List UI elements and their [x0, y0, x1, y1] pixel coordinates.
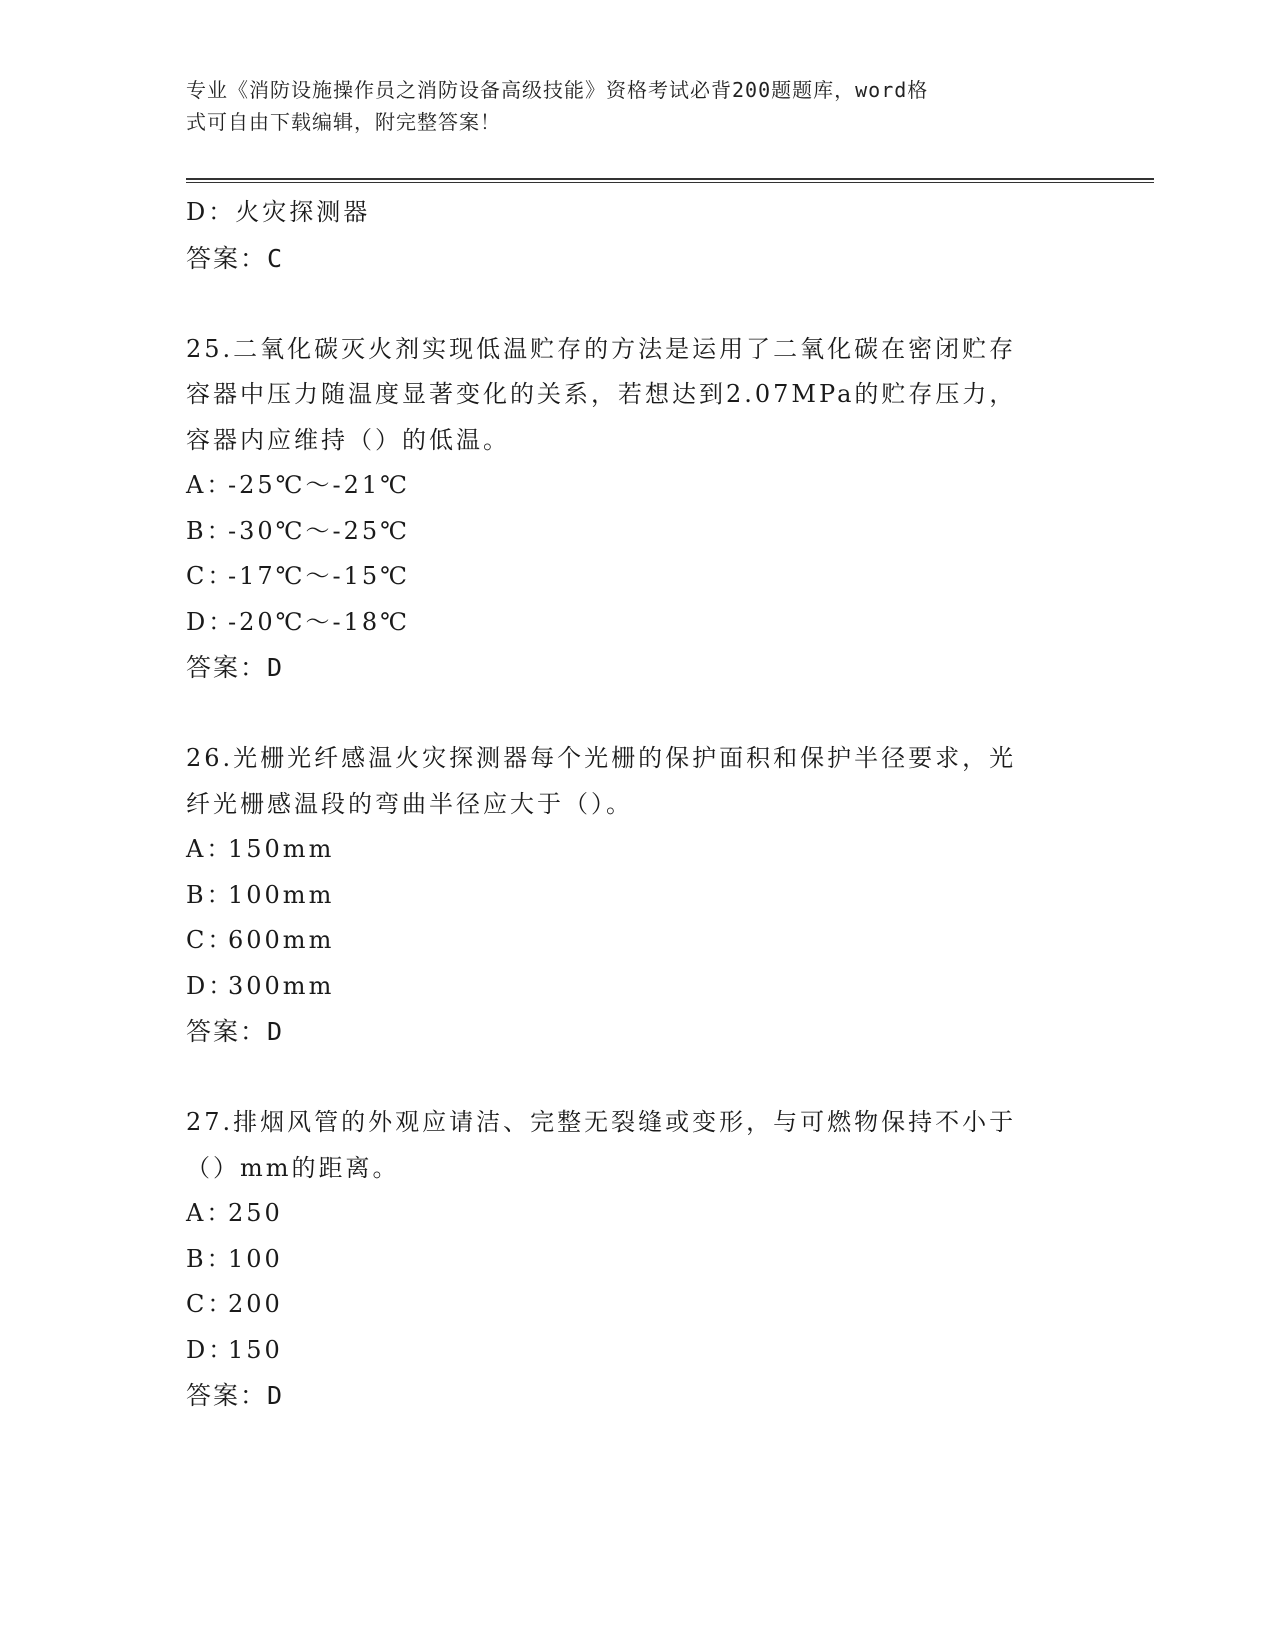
- question-stem-line: 26.光栅光纤感温火灾探测器每个光栅的保护面积和保护半径要求，光: [186, 744, 1017, 772]
- option-text: 100: [228, 1244, 283, 1273]
- option-key: A：: [186, 1199, 234, 1227]
- option-key: C：: [186, 1290, 235, 1318]
- option-text: -25℃～-21℃: [228, 471, 410, 499]
- option-key: C：: [186, 562, 235, 590]
- question-stem-line: 25.二氧化碳灭火剂实现低温贮存的方法是运用了二氧化碳在密闭贮存: [186, 334, 1017, 363]
- question-27: [186, 1100, 1086, 1419]
- header-line-1: 专业《消防设施操作员之消防设备高级技能》资格考试必背200题题库，word格: [186, 78, 929, 102]
- page-header: [186, 74, 1076, 138]
- option-key: A：: [186, 835, 234, 863]
- option-text: 100mm: [228, 880, 335, 909]
- option-c: [186, 554, 1086, 600]
- option-d: [186, 1328, 1086, 1374]
- answer-line: 答案：D: [186, 1381, 285, 1410]
- option-key: C：: [186, 926, 235, 954]
- previous-question-tail: [186, 190, 1086, 281]
- question-stem-line: （）mm的距离。: [186, 1153, 400, 1182]
- answer-line: 答案：D: [186, 653, 285, 682]
- option-text: 300mm: [228, 971, 335, 1000]
- option-key: D：: [186, 607, 236, 636]
- question-stem-line: 27.排烟风管的外观应请洁、完整无裂缝或变形，与可燃物保持不小于: [186, 1108, 1017, 1136]
- option-text: 150mm: [228, 835, 335, 863]
- option-text: 200: [228, 1290, 283, 1318]
- option-b: [186, 509, 1086, 555]
- option-text: 150: [228, 1335, 283, 1364]
- option-b: [186, 1237, 1086, 1283]
- option-b: [186, 873, 1086, 919]
- option-text: 600mm: [228, 926, 335, 954]
- option-d: [186, 964, 1086, 1010]
- option-a: [186, 463, 1086, 509]
- header-divider: [186, 178, 1154, 183]
- option-key: B：: [186, 880, 234, 909]
- option-a: [186, 1191, 1086, 1237]
- question-stem-line: 容器内应维持（）的低温。: [186, 425, 510, 454]
- option-d: D：火灾探测器: [186, 198, 371, 226]
- option-key: A：: [186, 471, 234, 499]
- option-c: [186, 918, 1086, 964]
- answer-line: 答案：C: [186, 243, 285, 273]
- option-text: -17℃～-15℃: [228, 562, 410, 590]
- option-key: D：: [186, 1335, 236, 1364]
- option-key: B：: [186, 516, 234, 545]
- question-content: [186, 190, 1086, 1419]
- header-line-2: 式可自由下载编辑，附完整答案！: [186, 110, 501, 134]
- spacer: [186, 691, 1086, 737]
- option-key: D：: [186, 971, 236, 1000]
- answer-line: 答案：D: [186, 1017, 285, 1046]
- option-a: [186, 827, 1086, 873]
- option-d: [186, 600, 1086, 646]
- option-key: B：: [186, 1244, 234, 1273]
- question-stem-line: 纤光栅感温段的弯曲半径应大于（）。: [186, 789, 633, 818]
- option-text: -30℃～-25℃: [228, 516, 410, 545]
- option-c: [186, 1282, 1086, 1328]
- question-stem-line: 容器中压力随温度显著变化的关系，若想达到2.07MPa的贮存压力，: [186, 380, 1017, 408]
- question-26: [186, 736, 1086, 1055]
- option-text: -20℃～-18℃: [228, 607, 410, 636]
- question-25: [186, 327, 1086, 691]
- spacer: [186, 1055, 1086, 1101]
- spacer: [186, 281, 1086, 327]
- option-text: 250: [228, 1199, 283, 1227]
